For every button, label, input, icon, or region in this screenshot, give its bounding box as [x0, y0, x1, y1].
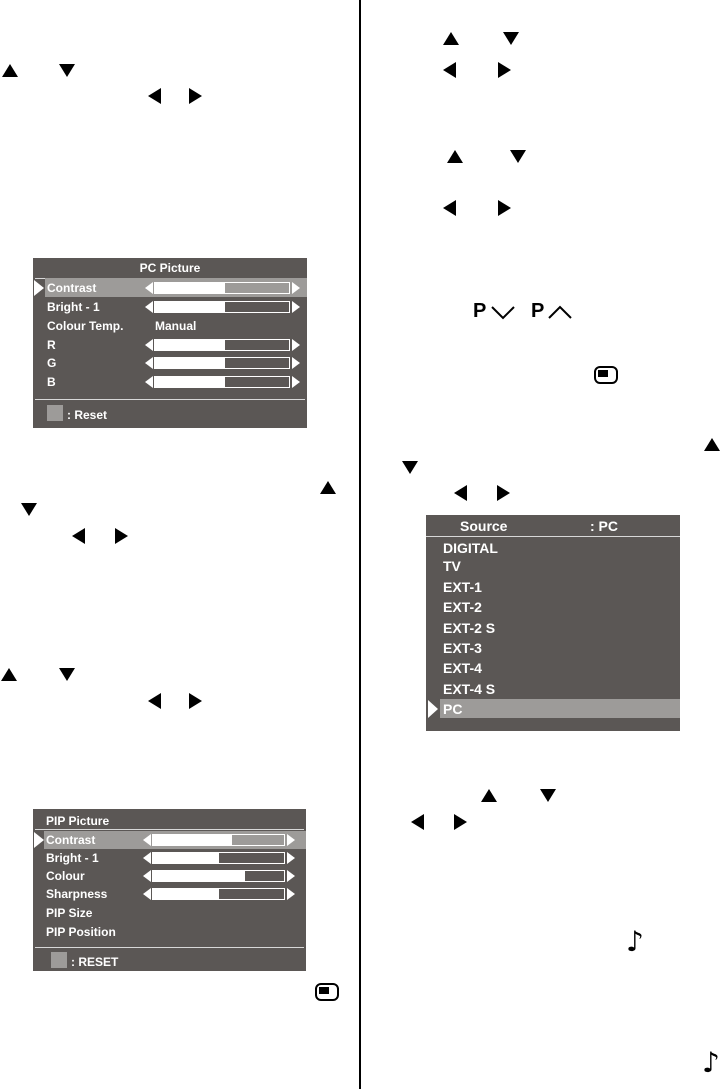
up-arrow-icon — [2, 64, 18, 77]
right-arrow-icon — [498, 62, 511, 78]
increase-icon[interactable] — [287, 870, 295, 882]
increase-icon[interactable] — [292, 376, 300, 388]
selection-pointer-icon — [428, 700, 438, 718]
increase-icon[interactable] — [287, 852, 295, 864]
slider-fill — [155, 302, 225, 312]
row-label: B — [47, 375, 56, 389]
menu-row-pip-position[interactable] — [33, 923, 306, 941]
left-arrow-icon — [454, 485, 467, 501]
reset-color-key — [51, 952, 67, 968]
menu-row-contrast[interactable] — [33, 279, 307, 297]
down-arrow-icon — [21, 503, 37, 516]
bright-slider[interactable] — [154, 301, 290, 313]
increase-icon[interactable] — [287, 834, 295, 846]
source-item-ext-3[interactable]: EXT-3 — [443, 640, 482, 656]
menu-title: PC Picture — [139, 261, 201, 275]
right-arrow-icon — [189, 88, 202, 104]
increase-icon[interactable] — [292, 357, 300, 369]
left-arrow-icon — [72, 528, 85, 544]
slider-fill — [155, 377, 225, 387]
source-item-ext-2[interactable]: EXT-2 — [443, 599, 482, 615]
slider-fill — [153, 871, 245, 881]
slider-fill — [153, 835, 232, 845]
music-note-icon: ♪ — [702, 1046, 720, 1079]
menu-row-g[interactable] — [33, 354, 307, 372]
up-arrow-icon — [1, 668, 17, 681]
down-arrow-icon — [402, 461, 418, 474]
row-label: R — [47, 338, 56, 352]
row-label: Colour Temp. — [47, 319, 124, 333]
pip-icon — [594, 366, 618, 384]
row-label: PIP Size — [46, 906, 93, 920]
up-arrow-icon — [320, 481, 336, 494]
row-label: G — [47, 356, 57, 370]
bright-slider[interactable] — [152, 852, 285, 864]
decrease-icon[interactable] — [143, 834, 151, 846]
decrease-icon[interactable] — [145, 282, 153, 294]
increase-icon[interactable] — [292, 282, 300, 294]
column-divider — [359, 0, 361, 1089]
selection-highlight — [440, 699, 680, 718]
contrast-slider[interactable] — [154, 282, 290, 294]
music-note-icon: ♪ — [626, 925, 644, 958]
row-label: Contrast — [47, 281, 97, 295]
r-slider[interactable] — [154, 339, 290, 351]
up-arrow-icon — [704, 438, 720, 451]
current-source: : PC — [590, 518, 618, 534]
row-label: PIP Position — [46, 925, 116, 939]
menu-row-contrast[interactable] — [33, 831, 306, 849]
chevron-up-icon — [547, 304, 573, 320]
decrease-icon[interactable] — [145, 301, 153, 313]
g-slider[interactable] — [154, 357, 290, 369]
menu-row-pip-size[interactable] — [33, 904, 306, 922]
menu-row-bright[interactable] — [33, 298, 307, 316]
reset-label: : Reset — [67, 408, 108, 422]
decrease-icon[interactable] — [143, 870, 151, 882]
right-arrow-icon — [498, 200, 511, 216]
menu-title: PIP Picture — [46, 814, 110, 828]
menu-row-r[interactable] — [33, 336, 307, 354]
left-arrow-icon — [148, 88, 161, 104]
decrease-icon[interactable] — [145, 357, 153, 369]
down-arrow-icon — [59, 64, 75, 77]
program-down-label: P — [473, 300, 487, 322]
decrease-icon[interactable] — [143, 888, 151, 900]
program-up-label: P — [531, 300, 545, 322]
menu-title: Source — [460, 518, 508, 534]
increase-icon[interactable] — [292, 339, 300, 351]
right-arrow-icon — [454, 814, 467, 830]
left-arrow-icon — [148, 693, 161, 709]
menu-row-sharpness[interactable] — [33, 885, 306, 903]
slider-fill — [153, 889, 219, 899]
slider-fill — [155, 340, 225, 350]
slider-fill — [153, 853, 219, 863]
source-item-ext-4-s[interactable]: EXT-4 S — [443, 681, 496, 697]
up-arrow-icon — [443, 32, 459, 45]
source-item-pc[interactable]: PC — [443, 701, 463, 717]
source-item-digital[interactable]: DIGITAL — [443, 540, 498, 556]
colour-temp-value: Manual — [155, 319, 197, 333]
row-label: Bright - 1 — [46, 851, 99, 865]
pip-icon — [315, 983, 339, 1001]
row-label: Bright - 1 — [47, 300, 100, 314]
pip-picture-menu — [33, 809, 306, 971]
down-arrow-icon — [540, 789, 556, 802]
pc-picture-menu — [33, 258, 307, 428]
menu-row-colour-temp[interactable] — [33, 317, 307, 335]
source-item-ext-4[interactable]: EXT-4 — [443, 660, 482, 676]
contrast-slider[interactable] — [152, 834, 285, 846]
down-arrow-icon — [59, 668, 75, 681]
reset-label: : RESET — [71, 955, 119, 969]
menu-row-bright[interactable] — [33, 849, 306, 867]
b-slider[interactable] — [154, 376, 290, 388]
up-arrow-icon — [447, 150, 463, 163]
reset-color-key — [47, 405, 63, 421]
chevron-down-icon — [490, 304, 516, 320]
left-arrow-icon — [411, 814, 424, 830]
row-label: Contrast — [46, 833, 96, 847]
up-arrow-icon — [481, 789, 497, 802]
source-item-tv[interactable]: TV — [443, 558, 461, 574]
source-item-ext-1[interactable]: EXT-1 — [443, 579, 482, 595]
increase-icon[interactable] — [287, 888, 295, 900]
decrease-icon[interactable] — [145, 339, 153, 351]
slider-fill — [155, 358, 225, 368]
down-arrow-icon — [510, 150, 526, 163]
right-arrow-icon — [115, 528, 128, 544]
row-label: Colour — [46, 869, 85, 883]
source-menu — [426, 515, 680, 731]
row-label: Sharpness — [46, 887, 108, 901]
menu-row-colour[interactable] — [33, 867, 306, 885]
menu-separator — [35, 829, 304, 830]
decrease-icon[interactable] — [143, 852, 151, 864]
right-arrow-icon — [497, 485, 510, 501]
decrease-icon[interactable] — [145, 376, 153, 388]
menu-separator — [35, 399, 305, 400]
menu-separator — [35, 947, 304, 948]
right-arrow-icon — [189, 693, 202, 709]
slider-fill — [155, 283, 225, 293]
sharpness-slider[interactable] — [152, 888, 285, 900]
increase-icon[interactable] — [292, 301, 300, 313]
menu-separator — [426, 536, 680, 537]
left-arrow-icon — [443, 200, 456, 216]
source-item-ext-2-s[interactable]: EXT-2 S — [443, 620, 496, 636]
down-arrow-icon — [503, 32, 519, 45]
menu-row-b[interactable] — [33, 373, 307, 391]
left-arrow-icon — [443, 62, 456, 78]
colour-slider[interactable] — [152, 870, 285, 882]
